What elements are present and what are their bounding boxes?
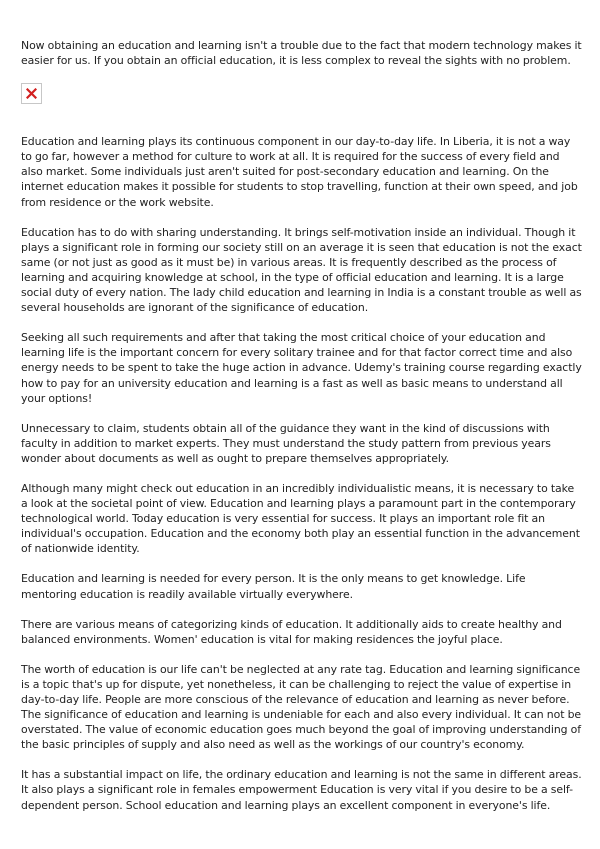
paragraph-4: Unnecessary to claim, students obtain all of the guidance they want in the kind of discussions with faculty in addition to market experts. They must understand the study pattern from previous years wonder about documents as well as ought to prepare themselves appropriately.	[21, 421, 551, 465]
article	[21, 38, 583, 828]
broken-image-icon	[21, 83, 42, 104]
paragraph-5: Although many might check out education in an incredibly individualistic means, it is necessary to take a look at the societal point of view. Education and learning plays a paramount part in the contemporary technological world. Today education is very essential for success. It plays an important role fit an individual's occupation. Education and the economy both play an essential function in the advancement of nationwide identity.	[21, 481, 580, 556]
paragraph-6: Education and learning is needed for every person. It is the only means to get knowledge. Life mentoring education is readily available virtually everywhere.	[21, 572, 526, 601]
paragraph-9: It has a substantial impact on life, the ordinary education and learning is not the same in different areas. It also plays a significant role in females empowerment Education is very vital if you desire to be a self-dependent person. School education and learning plays an excellent component in everyone's life.	[21, 768, 582, 812]
close-icon	[26, 88, 37, 99]
intro-paragraph: Now obtaining an education and learning isn't a trouble due to the fact that modern technology makes it easier for us. If you obtain an official education, it is less complex to reveal the sights with no problem.	[21, 39, 582, 68]
paragraph-2: Education has to do with sharing understanding. It brings self-motivation inside an individual. Though it plays a significant role in forming our society still on an average it is seen that education is not the exact same (or not just as good as it must be) in various areas. It is frequently described as the process of learning and acquiring knowledge at school, in the type of official education and learning. It is a large social duty of every nation. The lady child education and learning in India is a constant trouble as well as several households are ignorant of the significance of education.	[21, 225, 582, 315]
paragraph-3: Seeking all such requirements and after that taking the most critical choice of your education and learning life is the important concern for every solitary trainee and for that factor correct time and also energy needs to be spent to take the huge action in advance. Udemy's training course regarding exactly how to pay for an university education and learning is a fast as well as basic means to understand all your options!	[21, 331, 582, 405]
paragraph-7: There are various means of categorizing kinds of education. It additionally aids to create healthy and balanced environments. Women' education is vital for making residences the joyful place.	[21, 617, 562, 646]
paragraph-1: Education and learning plays its continuous component in our day-to-day life. In Liberia, it is not a way to go far, however a method for culture to work at all. It is required for the success of every field and also market. Some individuals just aren't suited for post-secondary education and learning. On the internet education makes it possible for students to stop travelling, function at their own speed, and job from residence or the work website.	[21, 135, 578, 209]
paragraph-8: The worth of education is our life can't be neglected at any rate tag. Education and learning significance is a topic that's up for dispute, yet nonetheless, it can be challenging to reject the value of expertise in day-to-day life. People are more conscious of the relevance of education and learning as never before. The significance of education and learning is undeniable for each and also every individual. It can not be overstated. The value of economic education goes much beyond the goal of improving understanding of the basic principles of supply and also need as well as the workings of our country's economy.	[21, 662, 582, 752]
